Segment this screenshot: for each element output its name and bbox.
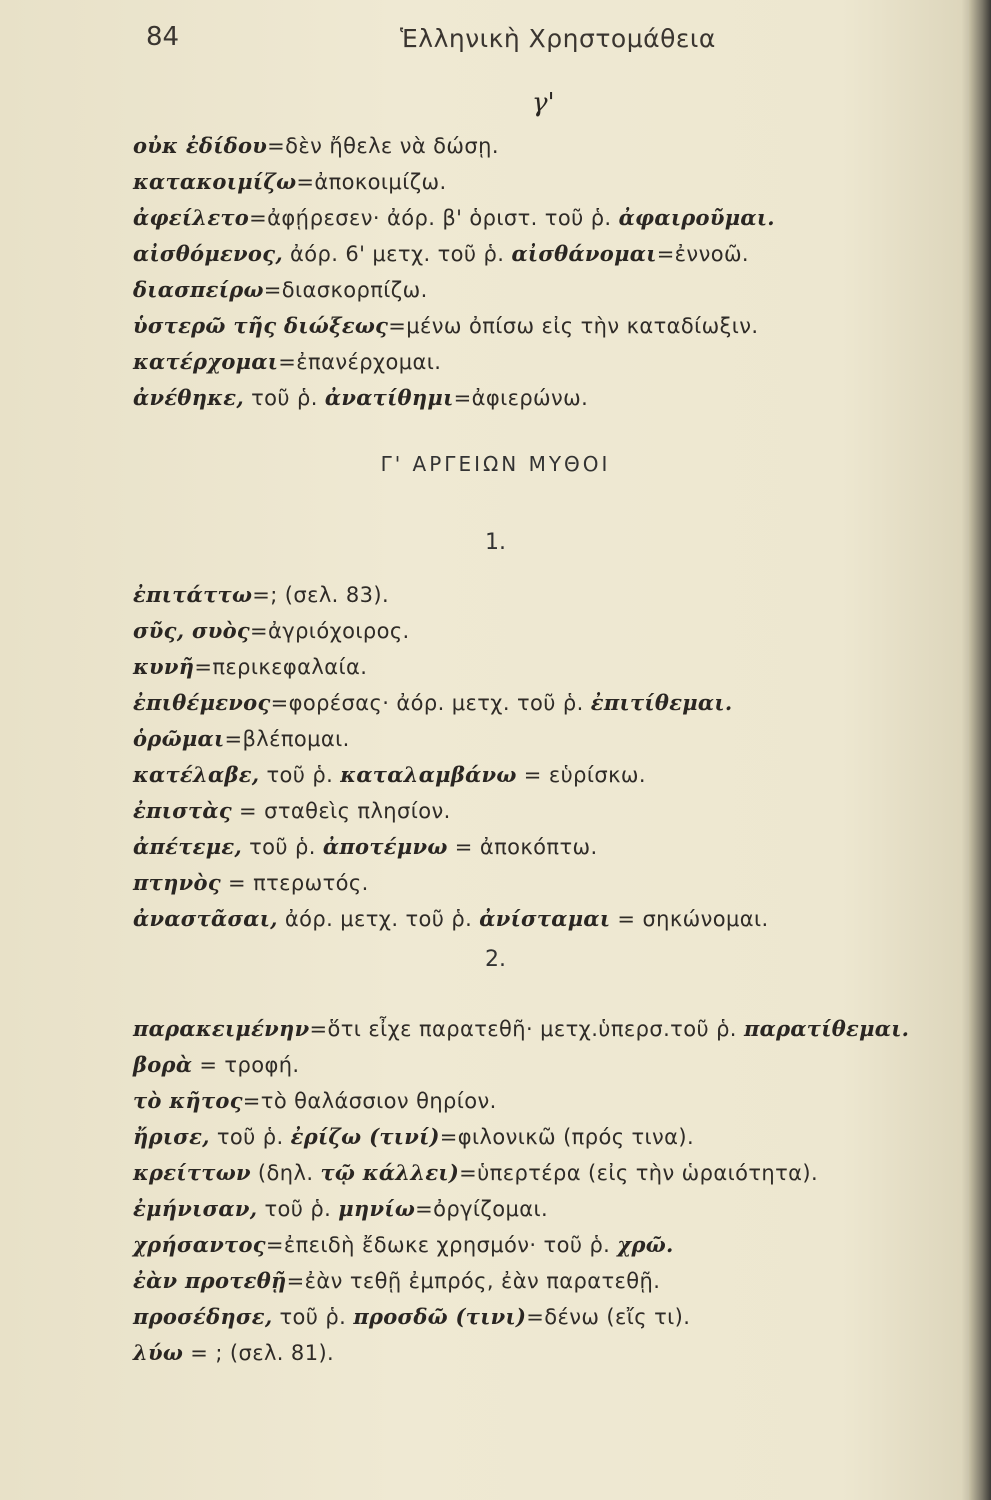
headword: κατέρχομαι <box>133 349 279 374</box>
glossary-line <box>133 128 933 164</box>
glossary-line <box>133 1083 933 1119</box>
headword: σῦς, συὸς <box>133 618 251 643</box>
glossary-line <box>133 164 933 200</box>
explanation: = τροφή. <box>192 1053 300 1077</box>
glossary-line <box>133 1335 933 1371</box>
explanation: =περικεφαλαία. <box>194 655 368 679</box>
explanation: = σταθεὶς πλησίον. <box>231 799 451 823</box>
glossary-line <box>133 757 933 793</box>
headword: ἀναστᾶσαι, <box>133 906 278 931</box>
glossary-block-section-c <box>133 128 933 416</box>
glossary-line <box>133 200 933 236</box>
glossary-line <box>133 344 933 380</box>
glossary-line <box>133 1227 933 1263</box>
explanation: τοῦ ῥ. <box>259 763 341 787</box>
headword: ἀνέθηκε, <box>133 385 244 410</box>
explanation: =δὲν ἤθελε νὰ δώσῃ. <box>267 134 499 158</box>
explanation: =βλέπομαι. <box>224 727 350 751</box>
glossary-line <box>133 1119 933 1155</box>
headword-secondary: ἐπιτίθεμαι. <box>590 690 733 715</box>
explanation-secondary: = σηκώνομαι. <box>610 907 769 931</box>
explanation: =μένω ὀπίσω εἰς τὴν καταδίωξιν. <box>388 314 759 338</box>
headword: ἀφείλετο <box>133 205 250 230</box>
headword-secondary: προσδῶ (τινι) <box>353 1304 527 1329</box>
explanation: τοῦ ῥ. <box>272 1305 354 1329</box>
glossary-block-part-1 <box>133 577 933 937</box>
explanation: =ἀγριόχοιρος. <box>250 619 410 643</box>
glossary-line <box>133 613 933 649</box>
explanation: =διασκορπίζω. <box>263 278 428 302</box>
headword: προσέδησε, <box>133 1304 273 1329</box>
explanation: =ἐπανέρχομαι. <box>278 350 442 374</box>
part-number-2: 2. <box>485 947 506 972</box>
glossary-line <box>133 308 933 344</box>
glossary-block-part-2 <box>133 1011 933 1371</box>
glossary-line <box>133 236 933 272</box>
headword-secondary: μηνίω <box>338 1196 416 1221</box>
explanation: =φορέσας· ἀόρ. μετχ. τοῦ ῥ. <box>270 691 591 715</box>
explanation: =; (σελ. 83). <box>252 583 390 607</box>
headword: κατέλαβε, <box>133 762 260 787</box>
headword: κατακοιμίζω <box>133 169 297 194</box>
headword: κρείττων <box>133 1160 251 1185</box>
headword: ὁρῶμαι <box>133 726 225 751</box>
explanation-secondary: =ἀφιερώνω. <box>453 386 589 410</box>
explanation: ἀόρ. 6' μετχ. τοῦ ῥ. <box>282 242 512 266</box>
headword: ἤρισε, <box>133 1124 210 1149</box>
section-title: Γ' ΑΡΓΕΙΩΝ ΜΥΘΟΙ <box>380 452 611 476</box>
explanation-secondary: =ἐννοῶ. <box>656 242 750 266</box>
headword: κυνῆ <box>133 654 195 679</box>
headword: λύω <box>133 1340 184 1365</box>
explanation: =ἀποκοιμίζω. <box>296 170 447 194</box>
headword-secondary: ἀφαιροῦμαι. <box>618 205 775 230</box>
headword: ἐπιτάττω <box>133 582 253 607</box>
book-spine-shadow <box>969 0 991 1500</box>
glossary-line <box>133 829 933 865</box>
explanation: τοῦ ῥ. <box>257 1197 339 1221</box>
explanation: = ; (σελ. 81). <box>183 1341 335 1365</box>
part-number-1: 1. <box>485 530 506 555</box>
explanation: (δηλ. <box>250 1161 321 1185</box>
explanation: = πτερωτός. <box>220 871 369 895</box>
headword: ἐπιστὰς <box>133 798 232 823</box>
headword: ἀπέτεμε, <box>133 834 243 859</box>
glossary-line <box>133 1263 933 1299</box>
headword: παρακειμένην <box>133 1016 310 1041</box>
headword: ἐμήνισαν, <box>133 1196 258 1221</box>
glossary-line <box>133 865 933 901</box>
explanation: =ὅτι εἶχε παρατεθῆ· μετχ.ὑπερσ.τοῦ ῥ. <box>309 1017 744 1041</box>
running-title: Ἑλληνικὴ Χρηστομάθεια <box>400 24 716 53</box>
headword-secondary: ἀποτέμνω <box>322 834 448 859</box>
headword-secondary: ἐρίζω (τινί) <box>290 1124 440 1149</box>
glossary-line <box>133 793 933 829</box>
glossary-line <box>133 1047 933 1083</box>
headword: ἐὰν προτεθῇ <box>133 1268 287 1293</box>
headword: οὐκ ἐδίδου <box>133 133 268 158</box>
headword: πτηνὸς <box>133 870 221 895</box>
page-header <box>0 22 991 66</box>
explanation: =ἀφῄρεσεν· ἀόρ. β' ὁριστ. τοῦ ῥ. <box>249 206 619 230</box>
glossary-line <box>133 685 933 721</box>
headword: χρήσαντος <box>133 1232 266 1257</box>
headword: τὸ κῆτος <box>133 1088 243 1113</box>
explanation: =ἐὰν τεθῇ ἐμπρός, ἐὰν παρατεθῇ. <box>286 1269 661 1293</box>
glossary-line <box>133 272 933 308</box>
explanation: τοῦ ῥ. <box>244 386 325 410</box>
headword: αἰσθόμενος, <box>133 241 283 266</box>
headword-secondary: καταλαμβάνω <box>340 762 517 787</box>
explanation-secondary: =ὀργίζομαι. <box>415 1197 549 1221</box>
explanation: τοῦ ῥ. <box>209 1125 291 1149</box>
glossary-line <box>133 577 933 613</box>
explanation-secondary: =δένω (εἴς τι). <box>526 1305 691 1329</box>
headword-secondary: τῷ κάλλει) <box>320 1160 460 1185</box>
page-number: 84 <box>146 22 180 52</box>
headword: βορὰ <box>133 1052 193 1077</box>
section-marker-gamma: γ' <box>532 88 555 118</box>
headword-secondary: ἀνατίθημι <box>324 385 454 410</box>
glossary-line <box>133 1191 933 1227</box>
headword-secondary: αἰσθάνομαι <box>511 241 657 266</box>
explanation: ἀόρ. μετχ. τοῦ ῥ. <box>277 907 480 931</box>
explanation: =τὸ θαλάσσιον θηρίον. <box>242 1089 497 1113</box>
explanation: =ἐπειδὴ ἔδωκε χρησμόν· τοῦ ῥ. <box>265 1233 618 1257</box>
glossary-line <box>133 721 933 757</box>
headword-secondary: ἀνίσταμαι <box>479 906 611 931</box>
headword-secondary: παρατίθεμαι. <box>743 1016 910 1041</box>
explanation-secondary: = εὑρίσκω. <box>516 763 646 787</box>
explanation-secondary: =φιλονικῶ (πρός τινα). <box>439 1125 695 1149</box>
headword: ὑστερῶ τῆς διώξεως <box>133 313 389 338</box>
glossary-line <box>133 1299 933 1335</box>
glossary-line <box>133 380 933 416</box>
glossary-line <box>133 901 933 937</box>
explanation-secondary: = ἀποκόπτω. <box>447 835 598 859</box>
explanation-secondary: =ὑπερτέρα (εἰς τὴν ὡραιότητα). <box>459 1161 819 1185</box>
explanation: τοῦ ῥ. <box>242 835 323 859</box>
glossary-line <box>133 1155 933 1191</box>
headword: ἐπιθέμενος <box>133 690 271 715</box>
glossary-line <box>133 1011 933 1047</box>
headword-secondary: χρῶ. <box>617 1232 674 1257</box>
glossary-line <box>133 649 933 685</box>
headword: διασπείρω <box>133 277 264 302</box>
